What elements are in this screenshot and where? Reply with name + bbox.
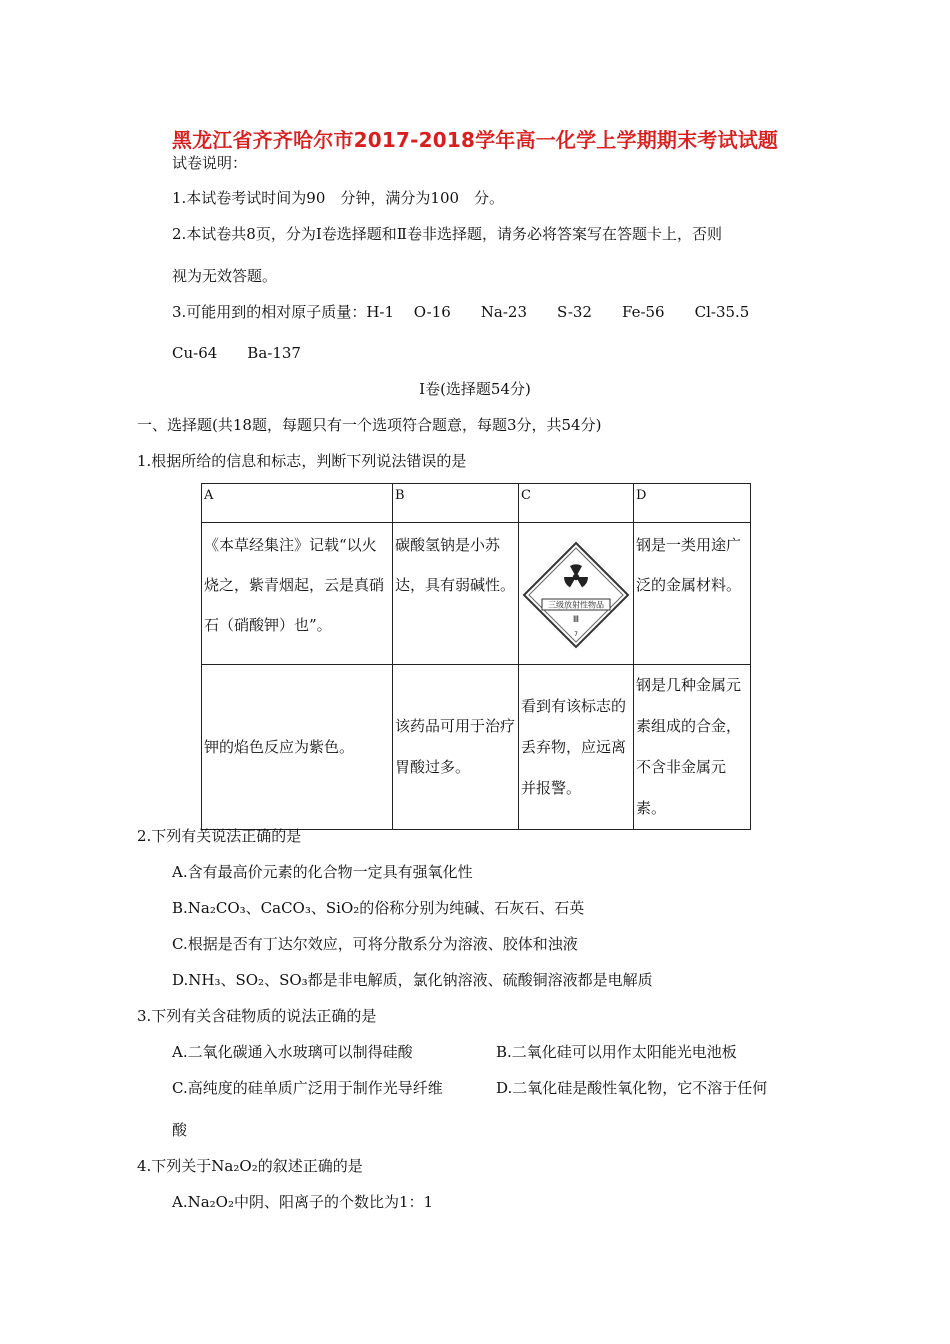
sign-label: 三级放射性物品 [548,600,604,609]
header-a: A [202,484,393,523]
cell-c1-sign [519,523,634,665]
instruction-1: 1.本试卷考试时间为90 分钟，满分为100 分。 [172,189,505,207]
question-3-option-d-cont: 酸 [172,1121,188,1139]
header-b: B [393,484,519,523]
section-heading: 一、选择题(共18题，每题只有一个选项符合题意，每题3分，共54分) [137,416,602,434]
cell-d2: 钢是几种金属元素组成的合金，不含非金属元素。 [634,665,751,830]
question-4-option-a: A.Na₂O₂中阴、阳离子的个数比为1：1 [172,1193,434,1211]
cell-c2: 看到有该标志的丢弃物，应远离并报警。 [519,665,634,830]
question-3-option-b: B.二氧化硅可以用作太阳能光电池板 [496,1043,737,1061]
cell-d1: 钢是一类用途广泛的金属材料。 [634,523,751,665]
sign-class: Ⅲ [572,614,580,625]
volume-heading: Ⅰ卷(选择题54分) [419,380,531,398]
sign-number: 7 [574,630,578,638]
cell-b2: 该药品可用于治疗胃酸过多。 [393,665,519,830]
question-2-option-a: A.含有最高价元素的化合物一定具有强氧化性 [172,863,473,881]
cell-a2: 钾的焰色反应为紫色。 [202,665,393,830]
question-3-option-a: A.二氧化碳通入水玻璃可以制得硅酸 [172,1043,413,1061]
radioactive-sign-icon [522,541,630,649]
cell-a1: 《本草经集注》记载“以火烧之，紫青烟起，云是真硝石（硝酸钾）也”。 [202,523,393,665]
header-d: D [634,484,751,523]
question-1-table [201,483,751,830]
question-2-option-b: B.Na₂CO₃、CaCO₃、SiO₂的俗称分别为纯碱、石灰石、石英 [172,899,585,917]
page-title: 黑龙江省齐齐哈尔市2017-2018学年高一化学上学期期末考试试题 [171,128,779,152]
question-3-option-d: D.二氧化硅是酸性氧化物，它不溶于任何 [496,1079,768,1097]
instruction-2b: 视为无效答题。 [172,267,278,285]
question-2-option-c: C.根据是否有丁达尔效应，可将分散系分为溶液、胶体和浊液 [172,935,578,953]
instruction-3a: 3.可能用到的相对原子质量：H-1 O-16 Na-23 S-32 Fe-56 Cl-35.5 [172,303,750,321]
question-2-option-d: D.NH₃、SO₂、SO₃都是非电解质，氯化钠溶液、硫酸铜溶液都是电解质 [172,971,653,989]
cell-b1: 碳酸氢钠是小苏达，具有弱碱性。 [393,523,519,665]
instruction-3b: Cu-64 Ba-137 [172,344,301,362]
instructions-heading: 试卷说明： [172,154,248,172]
question-2-stem: 2.下列有关说法正确的是 [137,827,302,845]
question-3-stem: 3.下列有关含硅物质的说法正确的是 [137,1007,377,1025]
question-4-stem: 4.下列关于Na₂O₂的叙述正确的是 [137,1157,363,1175]
question-1-stem: 1.根据所给的信息和标志，判断下列说法错误的是 [137,452,467,470]
instruction-2a: 2.本试卷共8页，分为Ⅰ卷选择题和Ⅱ卷非选择题，请务必将答案写在答题卡上，否则 [172,225,722,243]
header-c: C [519,484,634,523]
question-3-option-c: C.高纯度的硅单质广泛用于制作光导纤维 [172,1079,443,1097]
